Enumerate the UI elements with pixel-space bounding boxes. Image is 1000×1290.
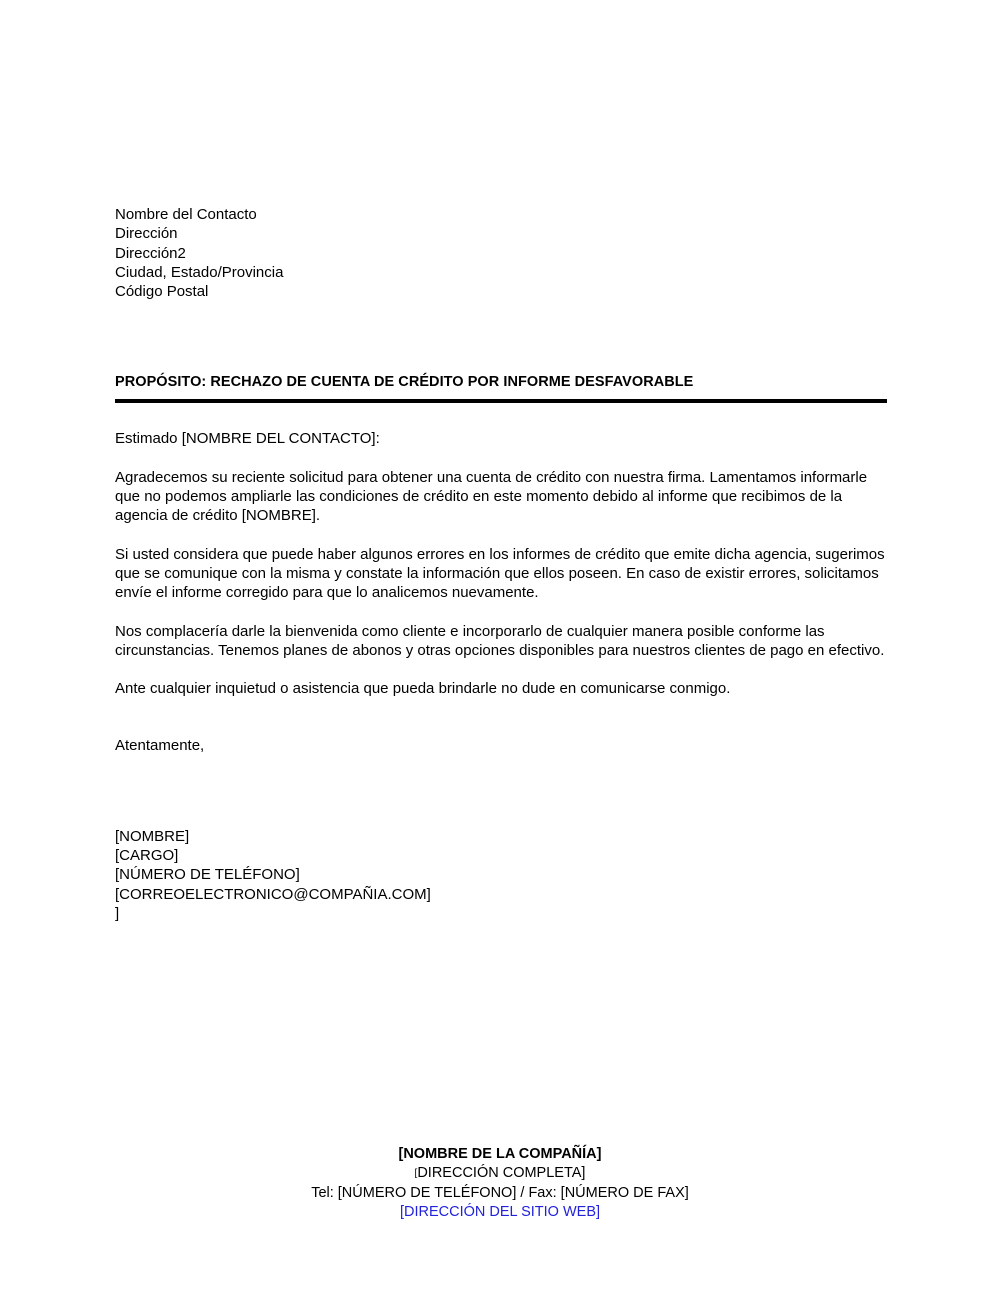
address-line: Ciudad, Estado/Provincia (115, 263, 284, 281)
body-paragraph: Agradecemos su reciente solicitud para obtener una cuenta de crédito con nuestra firma. Lamentamos informarle que no podemos ampliarle las condiciones de crédito en este momento debido al informe que recibimos de la agencia de crédito [NOMBRE]. (115, 468, 868, 525)
footer-address-bracket: [ (414, 1168, 418, 1180)
recipient-address-block (115, 205, 887, 301)
signature-line-email: [CORREOELECTRONICO@COMPAÑIA.COM] (115, 885, 431, 903)
footer-website-link[interactable]: [DIRECCIÓN DEL SITIO WEB] (399, 1203, 601, 1220)
subject-line: PROPÓSITO: RECHAZO DE CUENTA DE CRÉDITO POR INFORME DESFAVORABLE (115, 374, 694, 391)
salutation: Estimado [NOMBRE DEL CONTACTO]: (115, 430, 380, 448)
signature-line: [NOMBRE] (115, 827, 190, 845)
body-paragraph: Nos complacería darle la bienvenida como cliente e incorporarlo de cualquier manera posible conforme las circunstancias. Tenemos planes de abonos y otras opciones disponibles para nuestros clientes de pago en efectivo. (115, 622, 885, 659)
footer-company-name: [NOMBRE DE LA COMPAÑÍA] (398, 1146, 602, 1162)
footer-address (0, 1164, 1000, 1183)
address-line: Dirección (115, 225, 178, 243)
signature-block (115, 827, 887, 923)
address-line: Nombre del Contacto (115, 206, 257, 223)
letter-body (115, 205, 887, 923)
footer-contact: Tel: [NÚMERO DE TELÉFONO] / Fax: [NÚMERO DE FAX] (311, 1184, 689, 1201)
signature-line: [CARGO] (115, 847, 179, 865)
signature-line: [NÚMERO DE TELÉFONO] (115, 866, 300, 884)
closing-salutation: Atentamente, (115, 737, 205, 755)
body-paragraph: Ante cualquier inquietud o asistencia que pueda brindarle no dude en comunicarse conmigo. (115, 680, 731, 698)
signature-line: ] (115, 904, 120, 922)
footer-address-text: DIRECCIÓN COMPLETA] (417, 1165, 586, 1182)
body-paragraph: Si usted considera que puede haber algunos errores en los informes de crédito que emite dicha agencia, sugerimos que se comunique con la misma y constate la información que ellos poseen. En caso de existir errores, solicitamos envíe el informe corregido para que lo analicemos nuevamente. (115, 545, 885, 602)
address-line: Dirección2 (115, 244, 186, 262)
horizontal-rule (115, 399, 887, 403)
address-line: Código Postal (115, 283, 209, 301)
page-footer (0, 1145, 1000, 1222)
